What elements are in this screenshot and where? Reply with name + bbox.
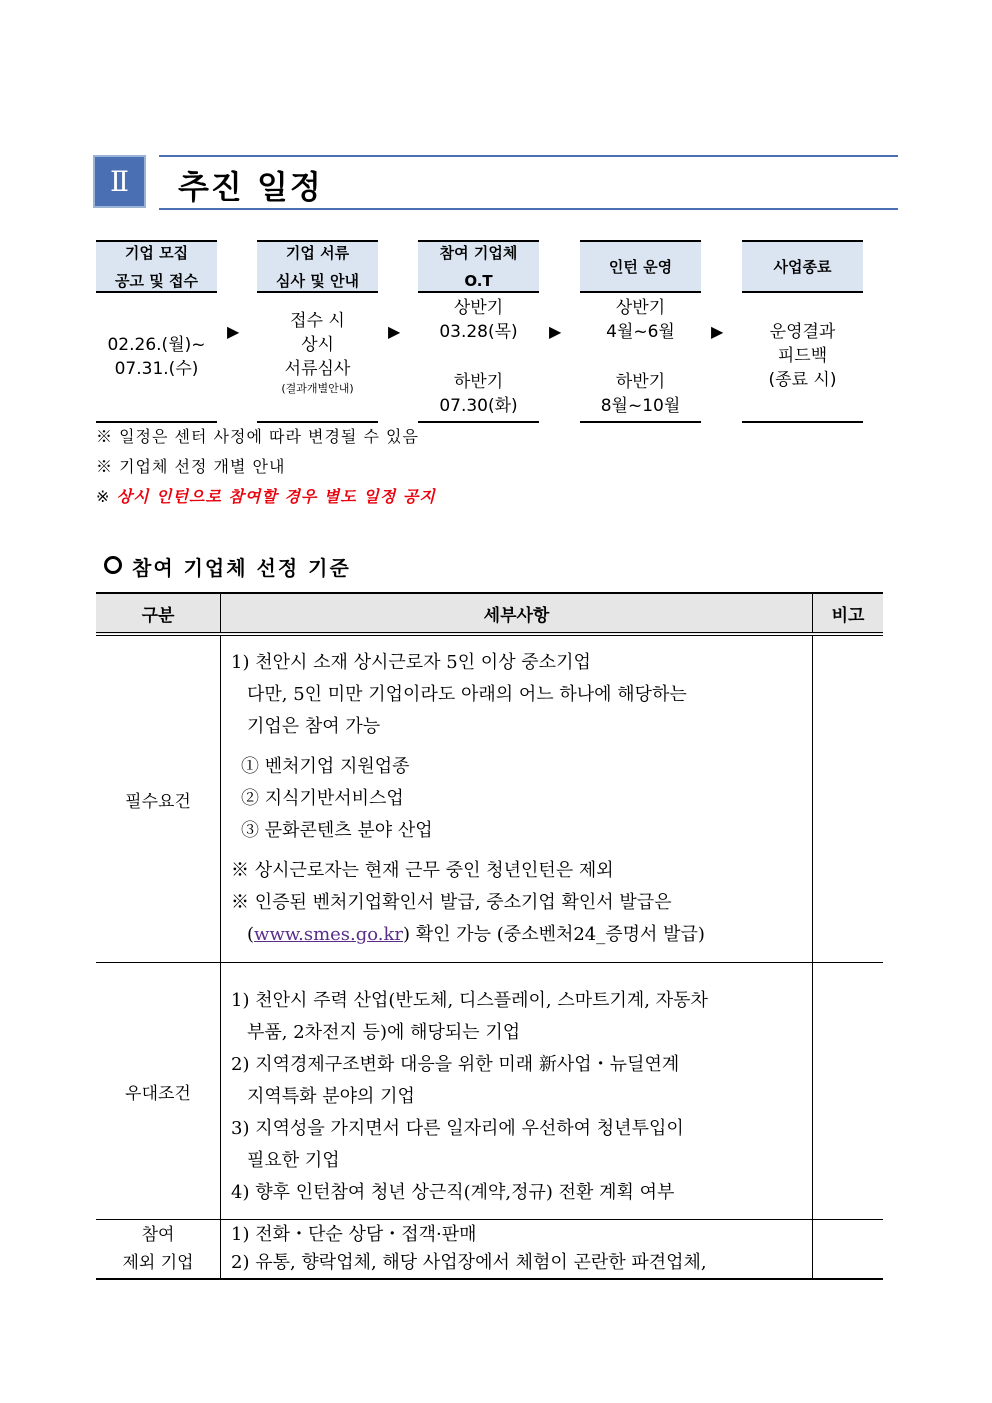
step-line: 상반기 — [453, 298, 504, 318]
step-line: 서류심사 — [284, 359, 351, 379]
step-title: 기업 서류 — [285, 243, 350, 262]
detail-line: ② 지식기반서비스업 — [241, 788, 404, 809]
detail-line: 1) 전화・단순 상담・접객·판매 — [231, 1224, 477, 1245]
detail-line: ※ 상시근로자는 현재 근무 중인 청년인턴은 제외 — [231, 860, 614, 881]
note-red-text: 상시 인턴으로 참여할 경우 별도 일정 공지 — [116, 487, 436, 506]
header-rule-bottom — [159, 208, 898, 210]
detail-line: 기업은 참여 가능 — [247, 716, 381, 737]
step-header — [257, 240, 378, 293]
step-line: 피드백 — [777, 346, 828, 366]
detail-line — [231, 919, 812, 951]
step-subtitle: 공고 및 접수 — [115, 271, 198, 290]
step-line: 4월~6월 — [606, 322, 675, 342]
row-label-line: 참여 — [141, 1225, 175, 1245]
row-remarks — [813, 963, 884, 1220]
criteria-heading-text: 참여 기업체 선정 기준 — [132, 556, 351, 580]
step-line: 운영결과 — [769, 322, 836, 342]
spacer — [231, 743, 812, 751]
section-header — [93, 155, 898, 210]
step-line: 상시 — [301, 335, 334, 355]
detail-line: 2) 지역경제구조변화 대응을 위한 미래 新사업・뉴딜연계 — [231, 1054, 680, 1075]
table-row-preferred — [96, 963, 883, 1220]
row-remarks — [813, 634, 884, 963]
detail-line: 4) 향후 인턴참여 청년 상근직(계약,정규) 전환 계획 여부 — [231, 1182, 675, 1203]
detail-line: 다만, 5인 미만 기업이라도 아래의 어느 하나에 해당하는 — [247, 684, 687, 705]
step-body — [257, 293, 378, 423]
arrow-icon: ▶ — [388, 322, 401, 341]
section-title: 추진 일정 — [178, 168, 323, 206]
special-note — [96, 484, 436, 507]
step-line: 03.28(목) — [439, 322, 518, 342]
step-line: 8월~10월 — [600, 396, 681, 416]
row-label: 필수요건 — [96, 634, 221, 963]
step-line: 02.26.(월)~ — [107, 335, 206, 355]
spacer — [231, 847, 812, 855]
detail-line: ※ 인증된 벤처기업확인서 발급, 중소기업 확인서 발급은 — [231, 892, 672, 913]
arrow-icon: ▶ — [711, 322, 724, 341]
step-title: 기업 모집 — [124, 243, 189, 262]
step-header — [96, 240, 217, 293]
section-number: Ⅱ — [93, 155, 146, 208]
table-header-row — [96, 593, 883, 634]
link-suffix: ) 확인 가능 (중소벤처24_증명서 발급) — [403, 924, 705, 945]
table-row-excluded — [96, 1220, 883, 1280]
table-row-required — [96, 634, 883, 963]
step-header — [418, 240, 539, 293]
arrow-icon: ▶ — [549, 322, 562, 341]
step-header — [742, 240, 863, 293]
step-body — [418, 293, 539, 423]
detail-line: 1) 천안시 주력 산업(반도체, 디스플레이, 스마트기계, 자동차 — [231, 990, 708, 1011]
schedule-note: ※ 일정은 센터 사정에 따라 변경될 수 있음 — [96, 427, 419, 446]
detail-line: 2) 유통, 향락업체, 해당 사업장에서 체험이 곤란한 파견업체, — [231, 1252, 707, 1273]
step-subtitle: 심사 및 안내 — [276, 271, 359, 290]
step-line: 상반기 — [615, 298, 666, 318]
col-header-details: 세부사항 — [221, 593, 813, 634]
arrow-icon: ▶ — [227, 322, 240, 341]
step-title: 사업종료 — [773, 257, 832, 276]
step-line: (종료 시) — [768, 370, 837, 390]
selection-note: ※ 기업체 선정 개별 안내 — [96, 457, 286, 476]
smes-link[interactable]: www.smes.go.kr — [254, 924, 404, 945]
col-header-category: 구분 — [96, 593, 221, 634]
row-details — [221, 1220, 813, 1280]
header-rule-top — [159, 155, 898, 157]
col-header-remarks: 비고 — [813, 593, 884, 634]
step-note: (결과개별안내) — [281, 382, 354, 395]
criteria-table — [96, 592, 883, 1280]
note-mark: ※ — [96, 487, 111, 506]
step-title: 참여 기업체 — [439, 243, 518, 262]
row-label-line: 제외 기업 — [122, 1253, 194, 1273]
row-label — [96, 1220, 221, 1280]
row-details — [221, 634, 813, 963]
step-line: 07.31.(수) — [114, 359, 199, 379]
step-body — [580, 293, 701, 423]
detail-line: ① 벤처기업 지원업종 — [241, 756, 410, 777]
step-body — [742, 293, 863, 423]
row-label: 우대조건 — [96, 963, 221, 1220]
step-line: 하반기 — [453, 372, 504, 392]
detail-line: 부품, 2차전지 등)에 해당되는 기업 — [247, 1022, 521, 1043]
step-line: 07.30(화) — [439, 396, 518, 416]
spacer — [580, 344, 701, 370]
detail-line: 필요한 기업 — [247, 1150, 340, 1171]
criteria-heading — [104, 552, 351, 581]
step-header — [580, 240, 701, 293]
detail-line: ③ 문화콘텐츠 분야 산업 — [241, 820, 433, 841]
step-line: 하반기 — [615, 372, 666, 392]
detail-line: 1) 천안시 소재 상시근로자 5인 이상 중소기업 — [231, 652, 591, 673]
row-details — [221, 963, 813, 1220]
spacer — [418, 344, 539, 370]
step-subtitle: O.T — [464, 271, 493, 290]
step-title: 인턴 운영 — [608, 257, 673, 276]
link-paren: ( — [247, 924, 255, 945]
row-remarks — [813, 1220, 884, 1280]
detail-line: 3) 지역성을 가지면서 다른 일자리에 우선하여 청년투입이 — [231, 1118, 684, 1139]
circle-bullet-icon — [104, 556, 122, 574]
step-line: 접수 시 — [290, 311, 345, 331]
detail-line: 지역특화 분야의 기업 — [247, 1086, 415, 1107]
step-body — [96, 293, 217, 423]
